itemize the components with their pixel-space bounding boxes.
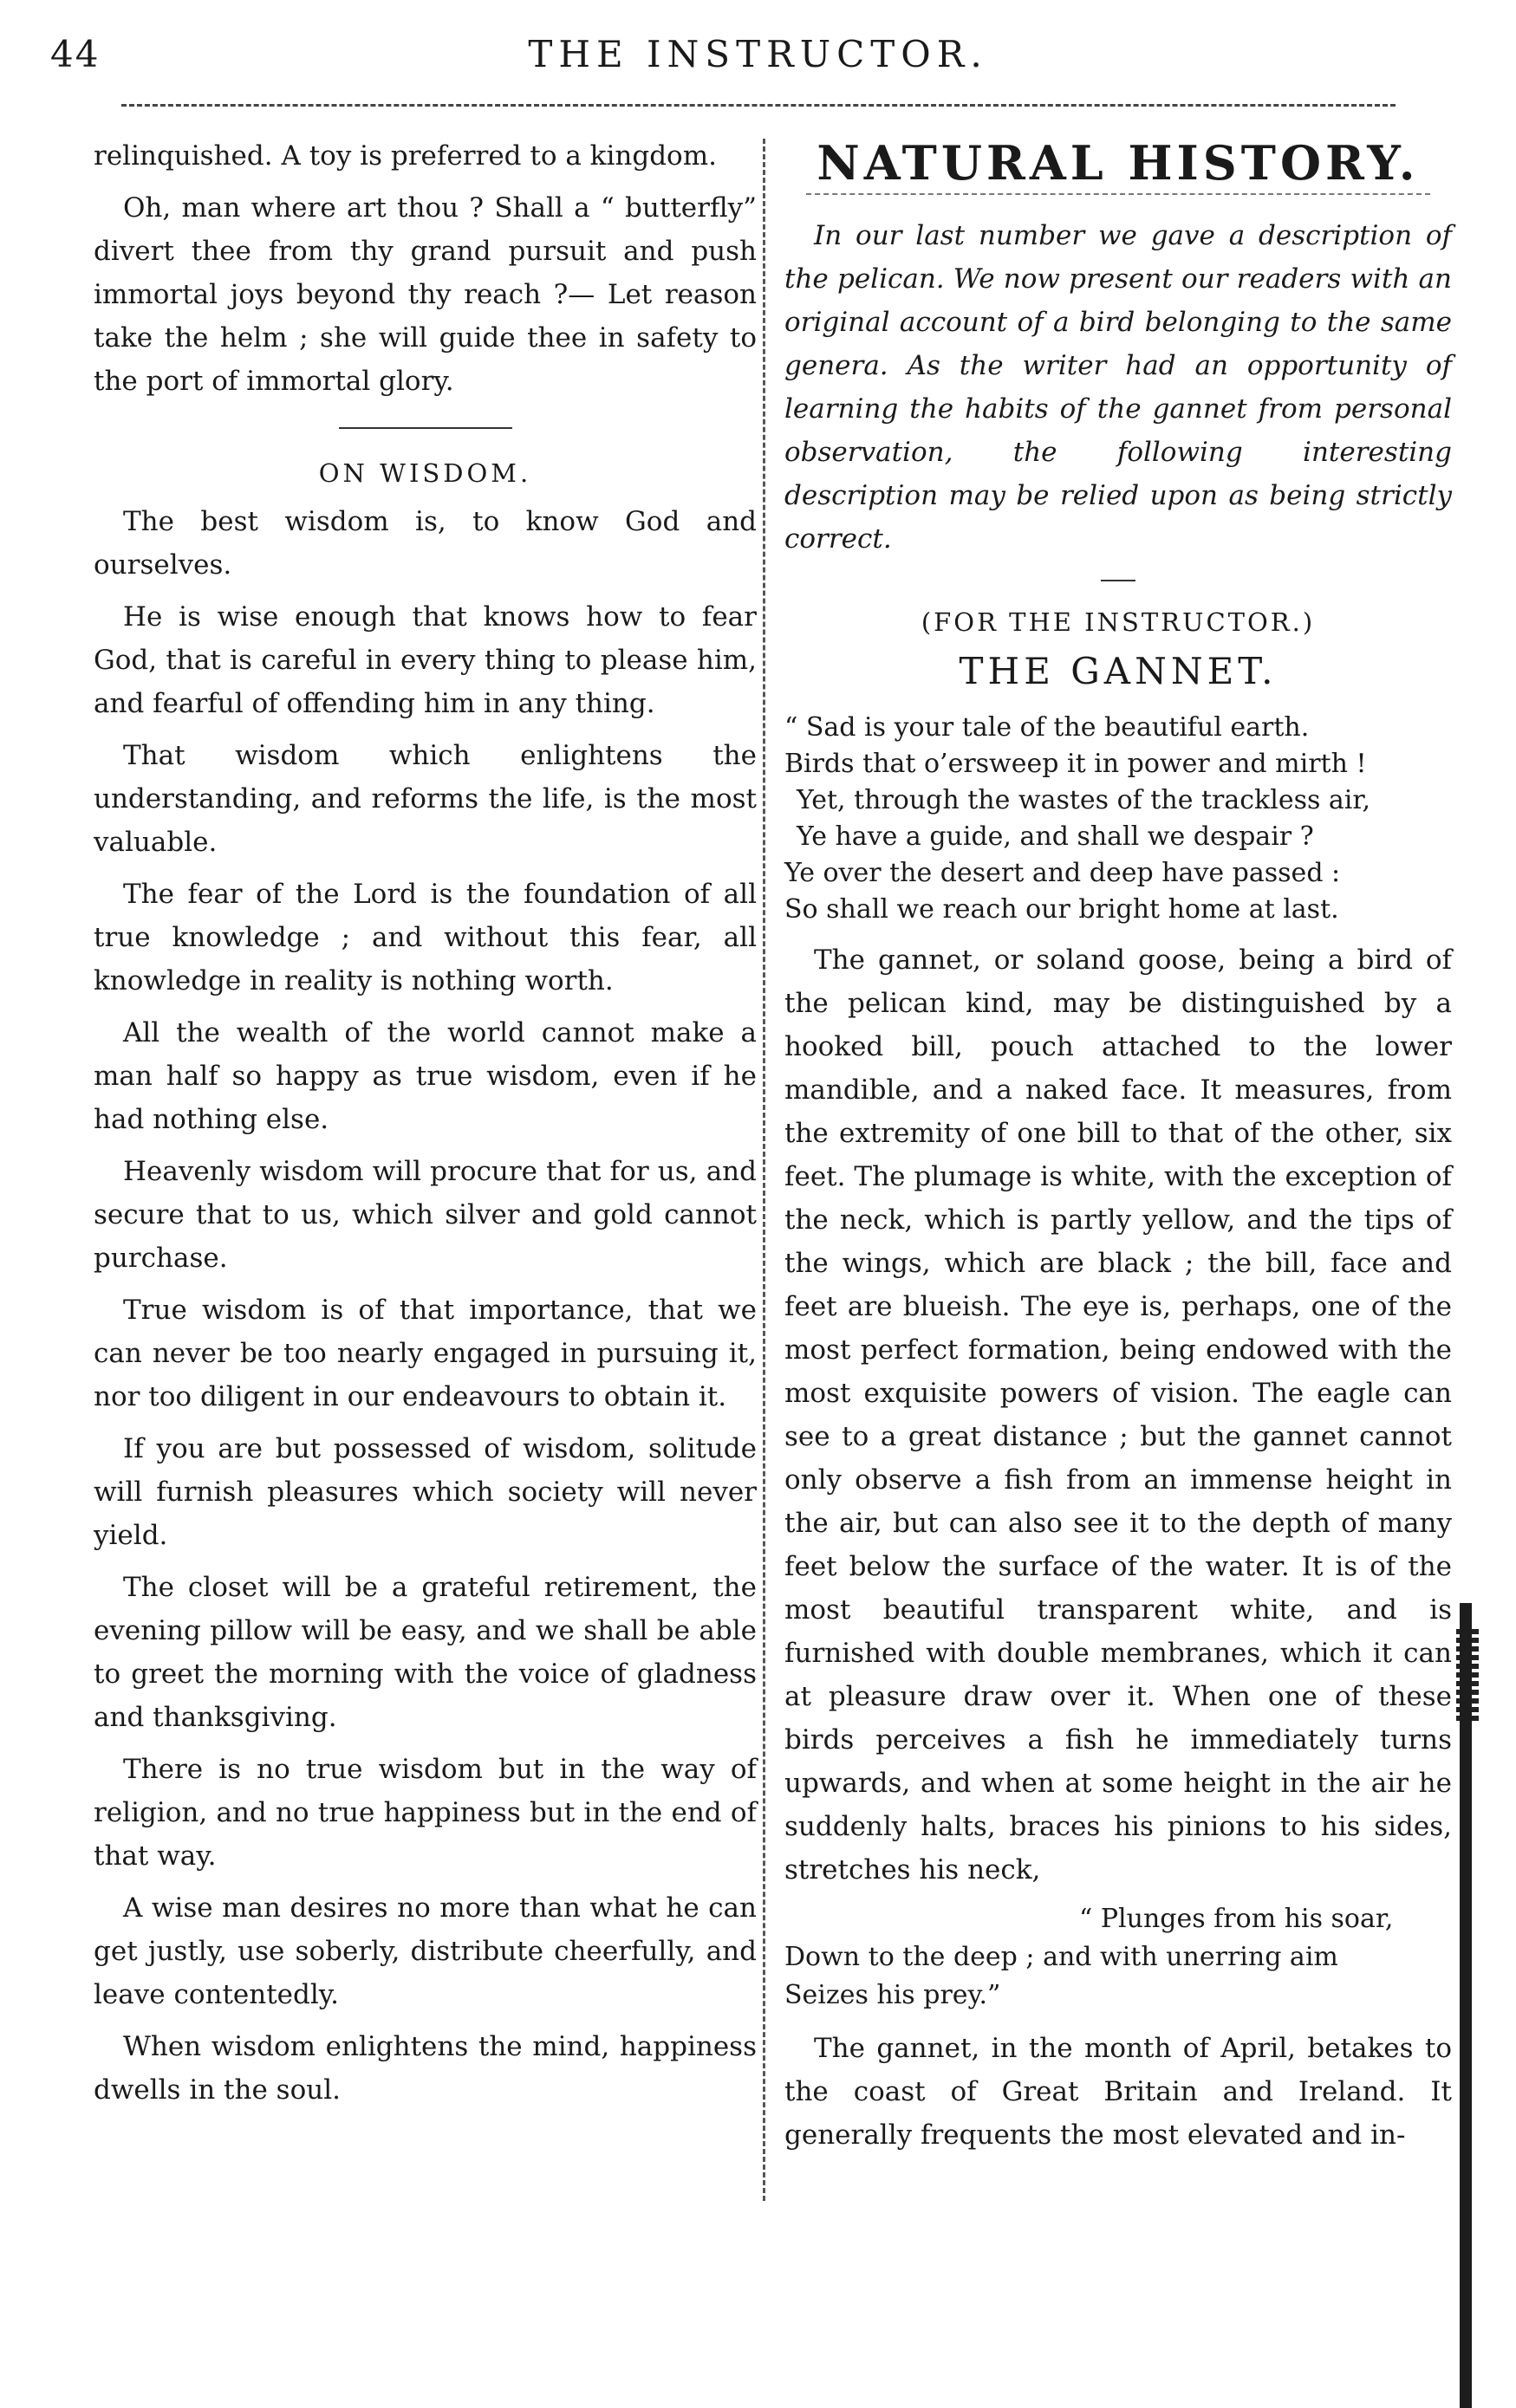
maxim: He is wise enough that knows how to fear God, that is careful in every thing to please him, and fearful of offending him in any thing. [94, 601, 757, 719]
page-number: 44 [50, 33, 101, 75]
maxim: There is no true wisdom but in the way of religion, and no true happiness but in the end of that way. [94, 1754, 757, 1872]
maxim: The best wisdom is, to know God and ourselves. [94, 506, 757, 581]
page-header [0, 26, 1516, 78]
page-edge-shadow [1460, 1603, 1472, 2408]
poem-line: Birds that o’ersweep it in power and mirth ! [784, 749, 1367, 779]
maxim: That wisdom which enlightens the understanding, and reforms the life, is the most valuable. [94, 740, 757, 858]
running-title: THE INSTRUCTOR. [528, 33, 988, 75]
section-divider [339, 427, 512, 429]
wisdom-heading: ON WISDOM. [318, 458, 532, 488]
poem-line: Ye have a guide, and shall we despair ? [797, 821, 1314, 852]
for-instructor-line: (FOR THE INSTRUCTOR.) [921, 607, 1316, 637]
quoted-verse [784, 1900, 1452, 2015]
maxim: True wisdom is of that importance, that we can never be too nearly engaged in pursuing it, nor too diligent in our endeavours to obtain it. [94, 1295, 757, 1412]
intro-paragraph [784, 214, 1452, 561]
maxim: All the wealth of the world cannot make a man half so happy as true wisdom, even if he had nothing else. [94, 1017, 757, 1135]
maxim: If you are but possessed of wisdom, solitude will furnish pleasures which society will never yield. [94, 1433, 757, 1551]
header-rule [121, 104, 1396, 107]
paragraph: The gannet, or soland goose, being a bird of the pelican kind, may be distinguished by a hooked bill, pouch attached to the lower mandible, and a naked face. It measures, from the extremity of one bill to that of the other, six feet. The plumage is white, with the exception of the neck, which is partly yellow, and the tips of the wings, which are black ; the bill, face and feet are blueish. The eye is, perhaps, one of the most perfect formation, being endowed with the most exquisite powers of vision. The eagle can see to a great distance ; but the gannet cannot only observe a fish from an immense height in the air, but can also see it to the depth of many feet below the surface of the water. It is of the most beautiful transparent white, and is furnished with double membranes, which it can at pleasure draw over it. When one of these birds perceives a fish he immediately turns upwards, and when at some height in the air he suddenly halts, braces his pinions to his sides, stretches his neck, [784, 944, 1452, 1886]
natural-history-heading: NATURAL HISTORY. [817, 135, 1420, 191]
heading-rule [806, 193, 1430, 195]
paragraph: The gannet, in the month of April, betakes to the coast of Great Britain and Ireland. It generally frequents the most elevated and in- [784, 2033, 1452, 2151]
verse-line: Down to the deep ; and with unerring aim [784, 1942, 1338, 1972]
poem-line: So shall we reach our bright home at last. [784, 894, 1339, 925]
epigraph-poem [784, 710, 1452, 928]
poem-line: “ Sad is your tale of the beautiful earth. [784, 712, 1310, 743]
maxim: When wisdom enlightens the mind, happiness dwells in the soul. [94, 2031, 757, 2106]
verse-line: Seizes his prey.” [784, 1980, 1001, 2010]
right-column [784, 134, 1452, 2165]
maxim: The fear of the Lord is the foundation of all true knowledge ; and without this fear, all knowledge in reality is nothing worth. [94, 879, 757, 996]
column-divider [763, 139, 765, 2201]
section-divider [1101, 580, 1135, 581]
article-title: THE GANNET. [959, 650, 1278, 692]
intro-text: In our last number we gave a description of the pelican. We now present our readers with an original account of a bird belonging to the same genera. As the writer had an opportunity of learning the habits of the gannet from personal observation, the following interesting description may be relied upon as being strictly correct. [784, 220, 1452, 555]
verse-line: “ Plunges from his soar, [1079, 1904, 1394, 1934]
poem-line: Yet, through the wastes of the trackless air, [797, 785, 1370, 815]
maxim: The closet will be a grateful retirement, the evening pillow will be easy, and we shall be able to greet the morning with the voice of gladness and thanksgiving. [94, 1572, 757, 1733]
paragraph: Oh, man where art thou ? Shall a “ butterfly” divert thee from thy grand pursuit and push immortal joys beyond thy reach ?— Let reason take the helm ; she will guide thee in safety to the port of immortal glory. [94, 192, 757, 397]
maxim: A wise man desires no more than what he can get justly, use soberly, distribute cheerfully, and leave contentedly. [94, 1892, 757, 2010]
poem-line: Ye over the desert and deep have passed : [784, 858, 1341, 888]
left-column [94, 134, 757, 2120]
paragraph: relinquished. A toy is preferred to a kingdom. [94, 140, 717, 172]
maxim: Heavenly wisdom will procure that for us, and secure that to us, which silver and gold cannot purchase. [94, 1156, 757, 1274]
